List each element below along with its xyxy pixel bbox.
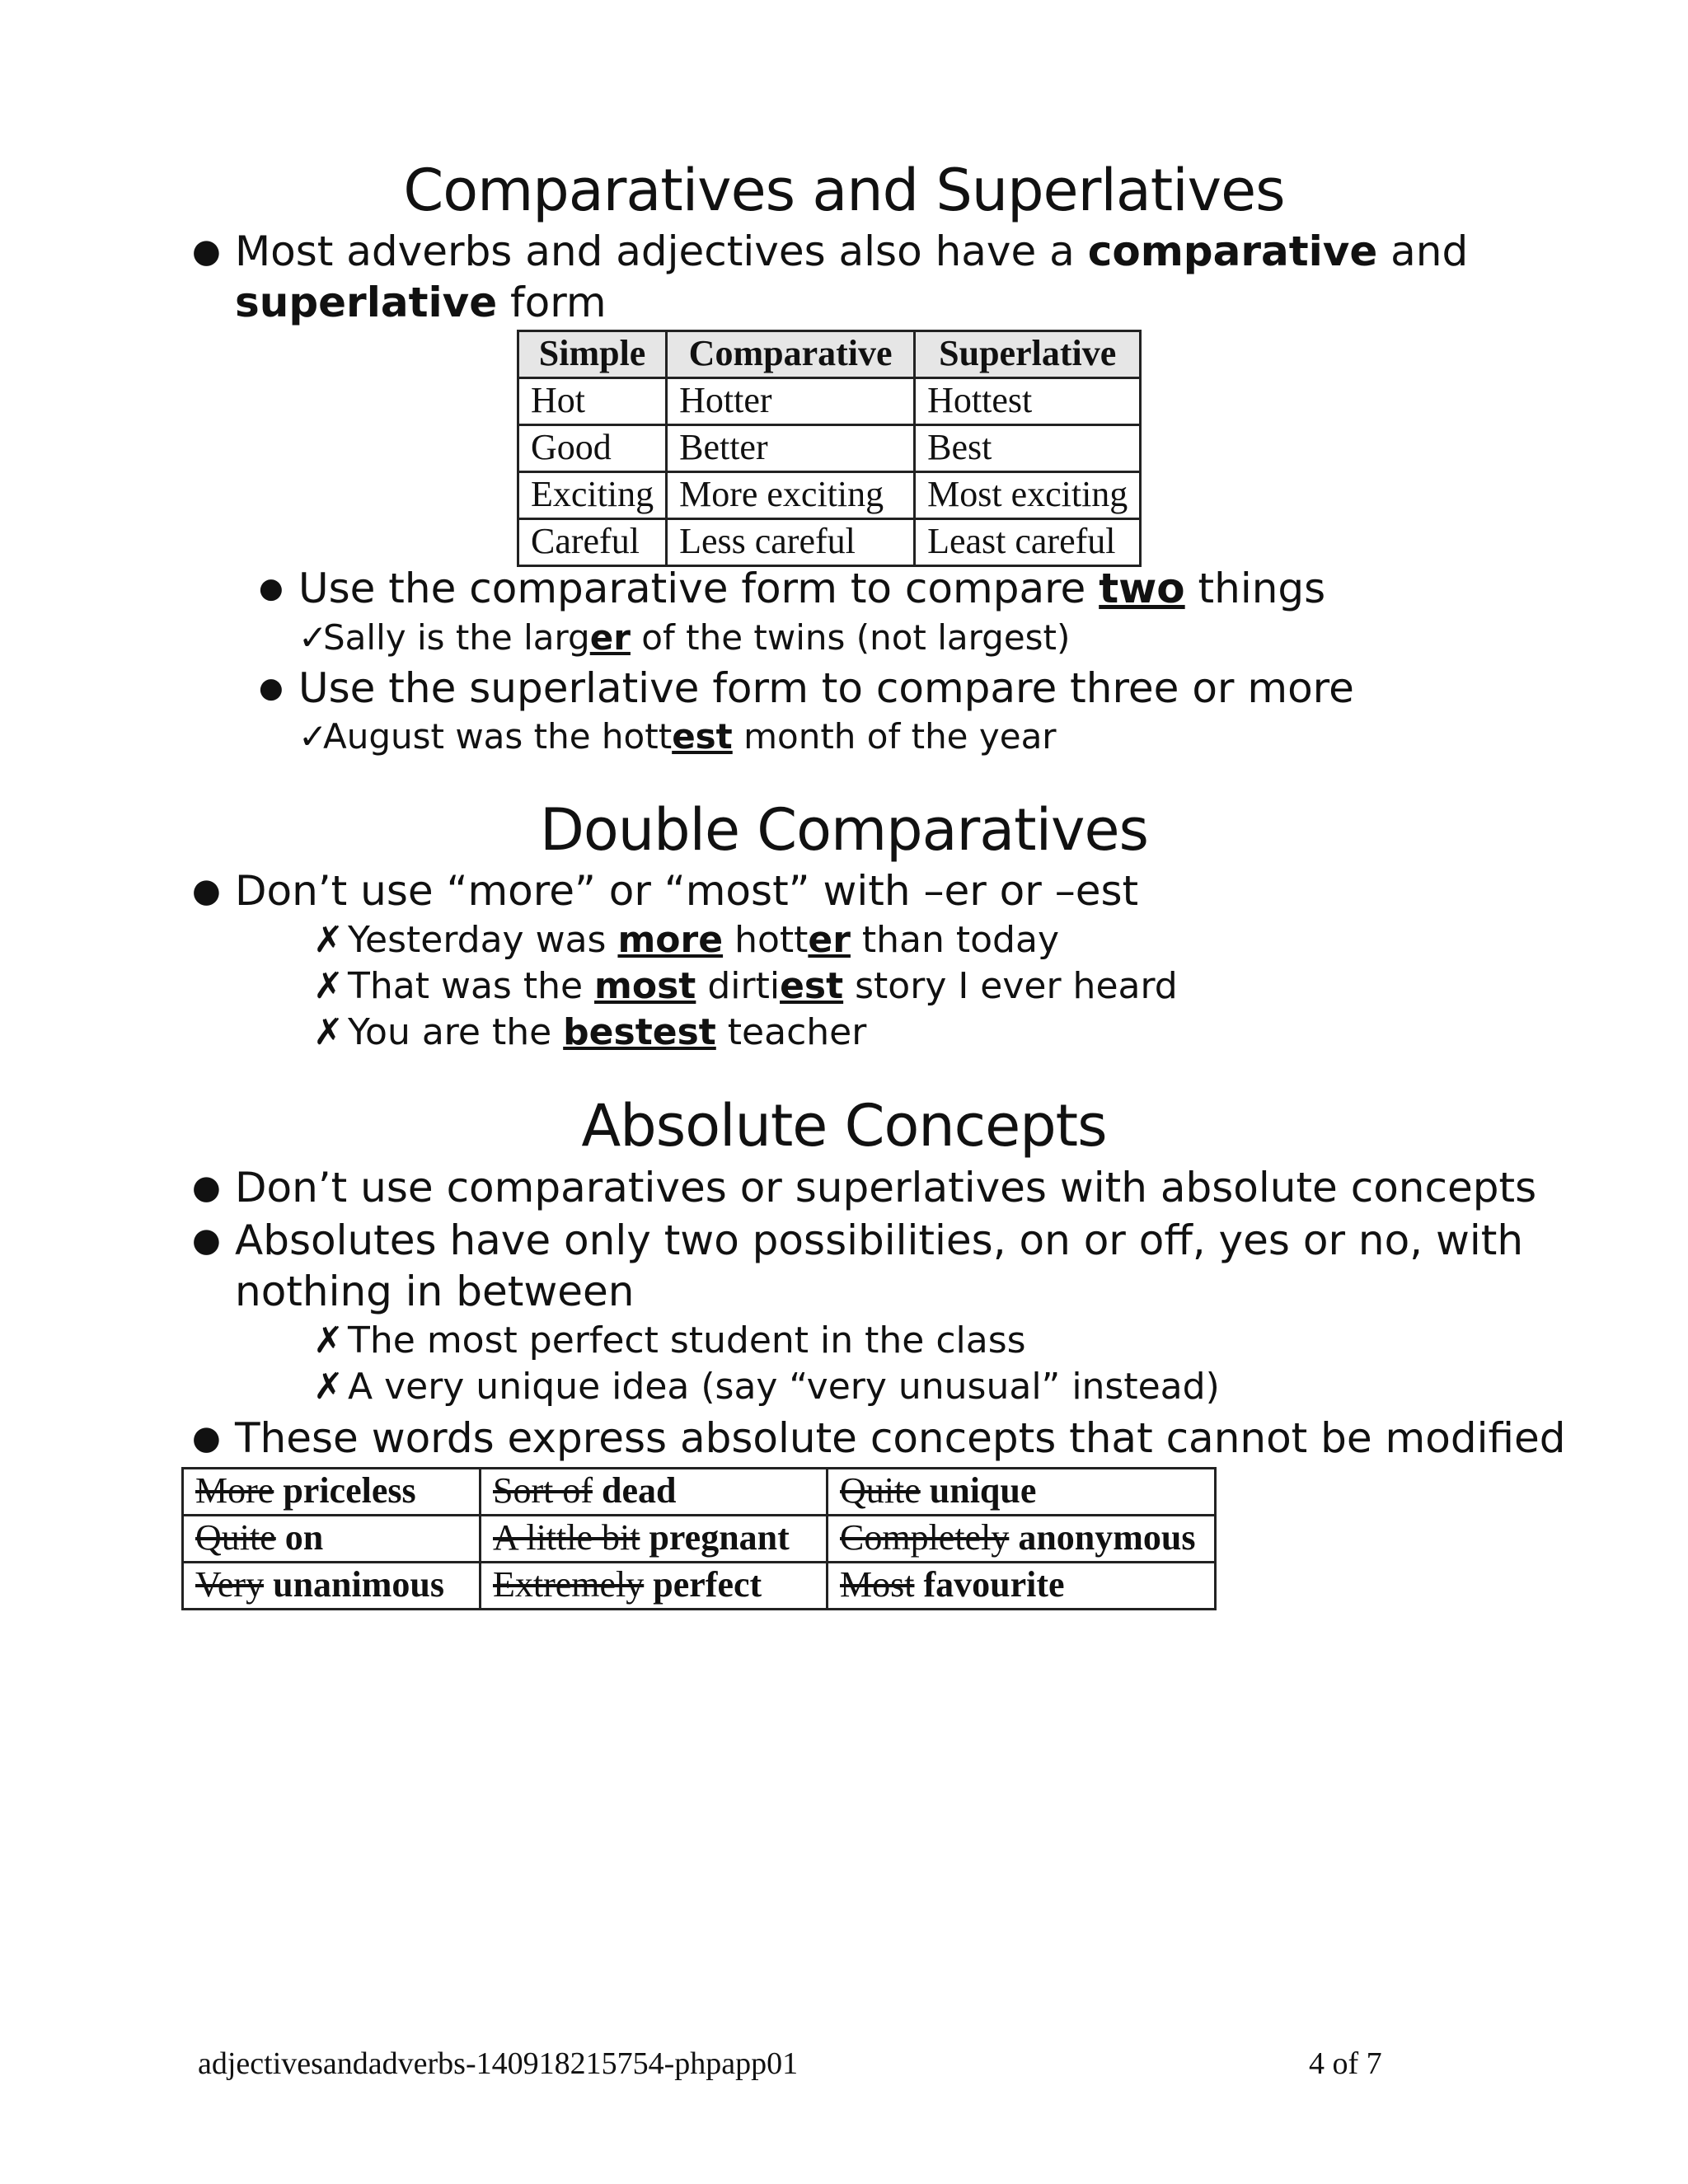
example-larger	[298, 616, 1070, 659]
table-row	[183, 1516, 1216, 1563]
cross-icon: ✗	[313, 1011, 344, 1053]
table-cell	[828, 1516, 1216, 1563]
example-hottest	[298, 715, 1057, 758]
table-header-cell: Superlative	[915, 331, 1141, 378]
check-icon: ✓	[298, 617, 328, 658]
table-cell	[481, 1563, 828, 1610]
bullet-double-rule	[192, 865, 1139, 916]
table-row	[183, 1469, 1216, 1516]
table-header-cell: Comparative	[667, 331, 915, 378]
absolute-word: unique	[929, 1470, 1037, 1511]
bullet-text: and	[1377, 227, 1469, 275]
example-text: story I ever heard	[843, 965, 1178, 1007]
table-cell: Exciting	[518, 472, 667, 519]
example-bestest	[313, 1010, 866, 1055]
bullet-emph-comparative: comparative	[1087, 227, 1378, 275]
table-cell: Good	[518, 425, 667, 472]
example-text: August was the hott	[323, 716, 673, 757]
absolute-word: unanimous	[273, 1564, 444, 1605]
bullet-text: These words express absolute concepts that cannot be modified	[235, 1414, 1566, 1462]
table-row	[518, 519, 1141, 566]
bullet-dot: ●	[192, 1169, 221, 1207]
example-most-perfect	[313, 1319, 1026, 1363]
example-text: The most perfect student in the class	[348, 1319, 1026, 1361]
bullet-compare-two	[259, 563, 1326, 614]
bullet-absolute-rule	[192, 1162, 1537, 1213]
bullet-dot: ●	[192, 872, 221, 910]
table-cell: Less careful	[667, 519, 915, 566]
absolute-word: pregnant	[649, 1517, 790, 1558]
table-cell: Hot	[518, 378, 667, 425]
table-cell: Careful	[518, 519, 667, 566]
footer-page-number: 4 of 7	[1309, 2046, 1382, 2081]
example-emph: est	[780, 965, 844, 1007]
absolute-word: priceless	[283, 1470, 416, 1511]
struck-modifier: Most	[840, 1564, 915, 1605]
table-cell	[183, 1516, 481, 1563]
table-row	[183, 1563, 1216, 1610]
footer-filename: adjectivesandadverbs-140918215754-phpapp01	[198, 2046, 799, 2081]
bullet-dot: ●	[259, 672, 284, 705]
bullet-emph-two: two	[1099, 565, 1185, 612]
example-text: Sally is the larg	[323, 617, 590, 658]
bullet-text: nothing in between	[235, 1268, 635, 1315]
example-text: month of the year	[732, 716, 1057, 757]
comparison-forms-table	[517, 330, 1142, 567]
example-more-hotter	[313, 918, 1059, 963]
bullet-compare-three	[259, 663, 1354, 714]
table-cell	[828, 1469, 1216, 1516]
struck-modifier: A little bit	[493, 1517, 640, 1558]
example-emph: er	[589, 617, 631, 658]
section-title-double-comparatives: Double Comparatives	[539, 796, 1149, 864]
example-text: Yesterday was	[348, 919, 618, 961]
cross-icon: ✗	[313, 1319, 344, 1361]
cross-icon: ✗	[313, 919, 344, 961]
table-cell: Least careful	[915, 519, 1141, 566]
table-row	[518, 472, 1141, 519]
section-title-comparatives: Comparatives and Superlatives	[403, 157, 1285, 224]
bullet-text: Don’t use “more” or “most” with –er or –est	[235, 867, 1139, 915]
bullet-absolute-definition	[192, 1215, 1524, 1317]
struck-modifier: Quite	[195, 1517, 276, 1558]
example-emph: bestest	[563, 1011, 716, 1053]
absolute-word: dead	[602, 1470, 677, 1511]
bullet-absolute-words	[192, 1413, 1566, 1464]
example-text: That was the	[348, 965, 595, 1007]
example-emph: more	[617, 919, 724, 961]
example-emph: er	[808, 919, 851, 961]
example-emph: est	[672, 716, 733, 757]
bullet-text: Use the superlative form to compare three or more	[298, 664, 1354, 712]
cross-icon: ✗	[313, 1366, 344, 1408]
absolute-word: anonymous	[1018, 1517, 1196, 1558]
bullet-dot: ●	[259, 572, 284, 605]
example-most-dirtiest	[313, 964, 1178, 1009]
example-text: of the twins (not largest)	[630, 617, 1071, 658]
struck-modifier: Extremely	[493, 1564, 645, 1605]
bullet-text: Use the comparative form to compare	[298, 565, 1100, 612]
bullet-text: Most adverbs and adjectives also have a	[235, 227, 1088, 275]
absolute-word: perfect	[653, 1564, 762, 1605]
bullet-emph-superlative: superlative	[235, 279, 498, 326]
bullet-text: form	[497, 279, 607, 326]
table-row	[518, 378, 1141, 425]
table-cell	[183, 1563, 481, 1610]
table-header-row	[518, 331, 1141, 378]
example-text: hott	[723, 919, 809, 961]
example-text: You are the	[348, 1011, 564, 1053]
table-cell: Hottest	[915, 378, 1141, 425]
struck-modifier: Quite	[840, 1470, 921, 1511]
struck-modifier: Completely	[840, 1517, 1010, 1558]
bullet-text: Don’t use comparatives or superlatives with absolute concepts	[235, 1164, 1537, 1212]
table-cell	[183, 1469, 481, 1516]
bullet-comparative-intro	[192, 226, 1469, 328]
example-text: than today	[850, 919, 1059, 961]
bullet-text: things	[1184, 565, 1326, 612]
bullet-dot: ●	[192, 1221, 221, 1259]
struck-modifier: Very	[195, 1564, 265, 1605]
table-cell	[481, 1469, 828, 1516]
absolute-word: on	[284, 1517, 324, 1558]
struck-modifier: More	[195, 1470, 274, 1511]
example-text: A very unique idea (say “very unusual” instead)	[348, 1366, 1220, 1408]
bullet-dot: ●	[192, 1419, 221, 1457]
table-cell: Most exciting	[915, 472, 1141, 519]
table-cell: More exciting	[667, 472, 915, 519]
absolute-word: favourite	[923, 1564, 1065, 1605]
table-cell: Hotter	[667, 378, 915, 425]
absolute-words-table	[181, 1467, 1217, 1610]
example-emph: most	[594, 965, 696, 1007]
table-cell: Better	[667, 425, 915, 472]
table-cell: Best	[915, 425, 1141, 472]
struck-modifier: Sort of	[493, 1470, 593, 1511]
table-row	[518, 425, 1141, 472]
section-title-absolute-concepts: Absolute Concepts	[581, 1092, 1107, 1160]
table-cell	[481, 1516, 828, 1563]
check-icon: ✓	[298, 716, 328, 757]
bullet-text: Absolutes have only two possibilities, on or off, yes or no, with	[235, 1216, 1524, 1264]
cross-icon: ✗	[313, 965, 344, 1007]
example-very-unique	[313, 1365, 1220, 1409]
example-text: dirti	[696, 965, 781, 1007]
table-header-cell: Simple	[518, 331, 667, 378]
example-text: teacher	[715, 1011, 867, 1053]
bullet-dot: ●	[192, 232, 221, 270]
table-cell	[828, 1563, 1216, 1610]
